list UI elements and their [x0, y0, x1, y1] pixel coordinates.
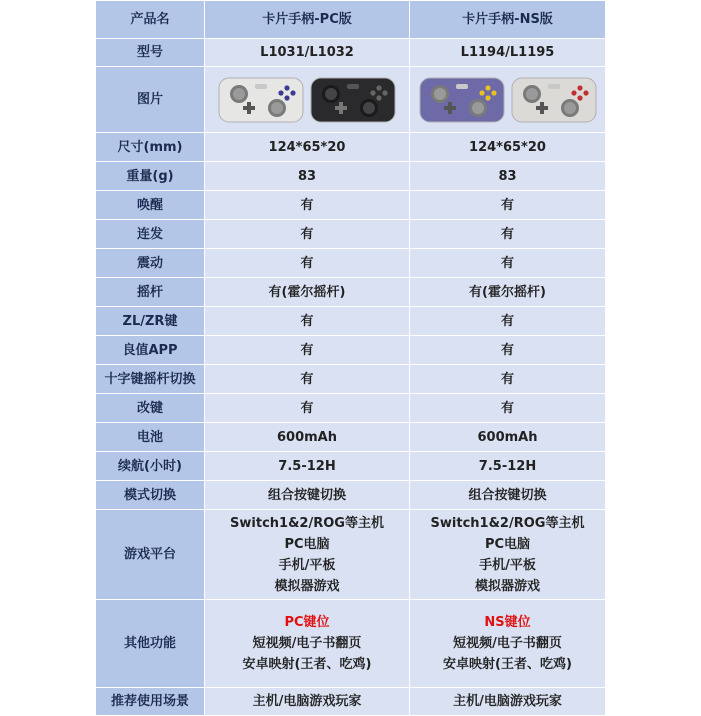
ns-value: 有 — [410, 220, 606, 249]
ns-value: 有(霍尔摇杆) — [410, 278, 606, 307]
controller-purple-icon — [418, 74, 506, 126]
row-other — [96, 600, 606, 688]
row-size — [96, 133, 606, 162]
row-dpad-switch — [96, 365, 606, 394]
ns-value: L1194/L1195 — [410, 39, 606, 67]
spec-table — [95, 0, 606, 716]
pc-value: 有 — [205, 220, 410, 249]
pc-value: 有(霍尔摇杆) — [205, 278, 410, 307]
platform-line: 模拟器游戏 — [274, 578, 340, 594]
ns-value: 7.5-12H — [410, 452, 606, 481]
header-product-name: 产品名 — [96, 1, 205, 39]
ns-value: 有 — [410, 365, 606, 394]
pc-image-cell — [205, 67, 410, 133]
row-label: 连发 — [96, 220, 205, 249]
platform-line: PC电脑 — [484, 536, 531, 552]
ns-value: 有 — [410, 191, 606, 220]
row-remap — [96, 394, 606, 423]
row-label: 游戏平台 — [96, 510, 205, 600]
row-zlzr — [96, 307, 606, 336]
pc-value: 主机/电脑游戏玩家 — [205, 688, 410, 716]
row-label: 重量(g) — [96, 162, 205, 191]
other-line: 安卓映射(王者、吃鸡) — [242, 657, 372, 672]
row-label: ZL/ZR键 — [96, 307, 205, 336]
pc-value: 有 — [205, 249, 410, 278]
ns-value: 有 — [410, 336, 606, 365]
platform-line: 模拟器游戏 — [474, 578, 540, 594]
row-battery — [96, 423, 606, 452]
row-label: 摇杆 — [96, 278, 205, 307]
controller-white-icon — [217, 74, 305, 126]
header-pc-version: 卡片手柄-PC版 — [205, 1, 410, 39]
row-label: 唤醒 — [96, 191, 205, 220]
ns-value: 有 — [410, 249, 606, 278]
row-scene — [96, 688, 606, 716]
pc-value: 组合按键切换 — [205, 481, 410, 510]
controller-gray-icon — [510, 74, 598, 126]
row-platform — [96, 510, 606, 600]
pc-value: 有 — [205, 307, 410, 336]
pc-value: L1031/L1032 — [205, 39, 410, 67]
ns-value: 组合按键切换 — [410, 481, 606, 510]
platform-line: 手机/平板 — [479, 557, 536, 573]
ns-value: 600mAh — [410, 423, 606, 452]
ns-value: 有 — [410, 307, 606, 336]
ns-image-cell — [410, 67, 606, 133]
other-line: 短视频/电子书翻页 — [453, 636, 562, 651]
pc-images — [205, 69, 409, 131]
ns-platform — [410, 510, 606, 600]
platform-line: PC电脑 — [284, 536, 330, 552]
row-label: 图片 — [96, 67, 205, 133]
row-label: 十字键摇杆切换 — [96, 365, 205, 394]
row-label: 震动 — [96, 249, 205, 278]
controller-black-icon — [309, 74, 397, 126]
ns-value: 主机/电脑游戏玩家 — [410, 688, 606, 716]
row-joystick — [96, 278, 606, 307]
ns-value: 124*65*20 — [410, 133, 606, 162]
platform-line: 手机/平板 — [278, 557, 336, 573]
row-image — [96, 67, 606, 133]
platform-line: Switch1&2/ROG等主机 — [230, 515, 384, 531]
comparison-sheet — [95, 0, 605, 709]
other-line: 安卓映射(王者、吃鸡) — [443, 657, 572, 672]
pc-value: 83 — [205, 162, 410, 191]
row-wake — [96, 191, 606, 220]
ns-value: 83 — [410, 162, 606, 191]
row-label: 模式切换 — [96, 481, 205, 510]
ns-value: 有 — [410, 394, 606, 423]
row-label: 型号 — [96, 39, 205, 67]
row-app — [96, 336, 606, 365]
row-vibration — [96, 249, 606, 278]
pc-value: 有 — [205, 365, 410, 394]
row-turbo — [96, 220, 606, 249]
row-label: 良值APP — [96, 336, 205, 365]
row-model — [96, 39, 606, 67]
header-row — [96, 1, 606, 39]
pc-value: 有 — [205, 394, 410, 423]
pc-platform — [205, 510, 410, 600]
pc-other — [205, 600, 410, 688]
ns-keymap-highlight: NS键位 — [484, 615, 531, 630]
pc-value: 600mAh — [205, 423, 410, 452]
row-mode — [96, 481, 606, 510]
row-label: 尺寸(mm) — [96, 133, 205, 162]
header-ns-version: 卡片手柄-NS版 — [410, 1, 606, 39]
row-label: 推荐使用场景 — [96, 688, 205, 716]
pc-value: 有 — [205, 336, 410, 365]
row-endurance — [96, 452, 606, 481]
pc-value: 有 — [205, 191, 410, 220]
row-label: 电池 — [96, 423, 205, 452]
pc-value: 7.5-12H — [205, 452, 410, 481]
row-label: 改键 — [96, 394, 205, 423]
pc-value: 124*65*20 — [205, 133, 410, 162]
row-weight — [96, 162, 606, 191]
ns-images — [410, 69, 605, 131]
other-line: 短视频/电子书翻页 — [252, 636, 362, 651]
ns-other — [410, 600, 606, 688]
pc-keymap-highlight: PC键位 — [284, 615, 330, 630]
row-label: 续航(小时) — [96, 452, 205, 481]
platform-line: Switch1&2/ROG等主机 — [430, 515, 585, 531]
row-label: 其他功能 — [96, 600, 205, 688]
